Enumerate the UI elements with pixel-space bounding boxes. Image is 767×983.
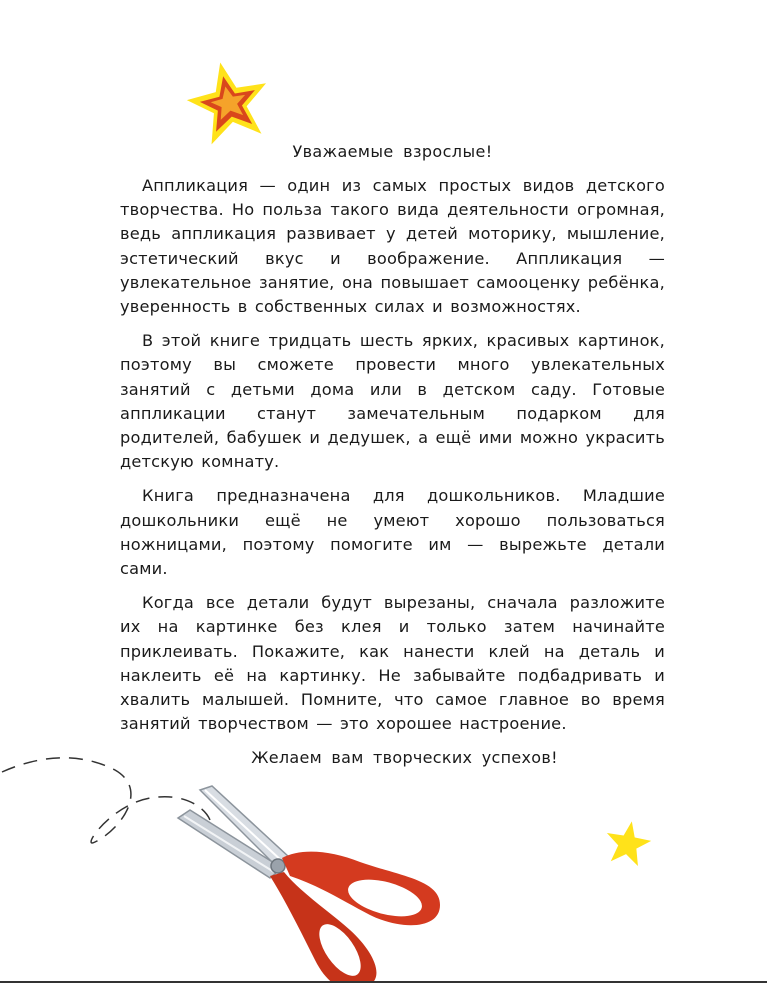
letter <box>120 140 665 770</box>
letter-closing: Желаем вам творческих успехов! <box>251 748 558 768</box>
paragraph: Книга предназначена для дошкольников. Младшие дошкольники ещё не умеют хорошо пользоваться ножницами, поэтому помогите им — вырежьте детали сами. <box>120 486 665 579</box>
paragraph: Аппликация — один из самых простых видов детского творчества. Но польза такого вида деятельности огромная, ведь аппликация развивает у детей моторику, мышление, эстетический вкус и воображение. Аппликация — увлекательное занятие, она повышает самооценку ребёнка, уверенность в собственных силах и возможностях. <box>120 176 665 317</box>
star-icon <box>183 58 275 146</box>
star-icon <box>602 820 654 866</box>
letter-heading: Уважаемые взрослые! <box>292 142 493 161</box>
paragraph: В этой книге тридцать шесть ярких, красивых картинок, поэтому вы сможете провести много увлекательных занятий с детьми дома или в детском саду. Готовые аппликации станут замечательным подарком для родителей, бабушек и дедушек, а ещё ими можно украсить детскую комнату. <box>120 331 665 472</box>
scissors-icon <box>0 740 480 983</box>
paragraph: Когда все детали будут вырезаны, сначала разложите их на картинке без клея и только затем начинайте приклеивать. Покажите, как нанести клей на деталь и наклеить её на картинку. Не забывайте подбадривать и хвалить малышей. Помните, что самое главное во время занятий творчеством — это хорошее настроение. <box>120 593 665 734</box>
